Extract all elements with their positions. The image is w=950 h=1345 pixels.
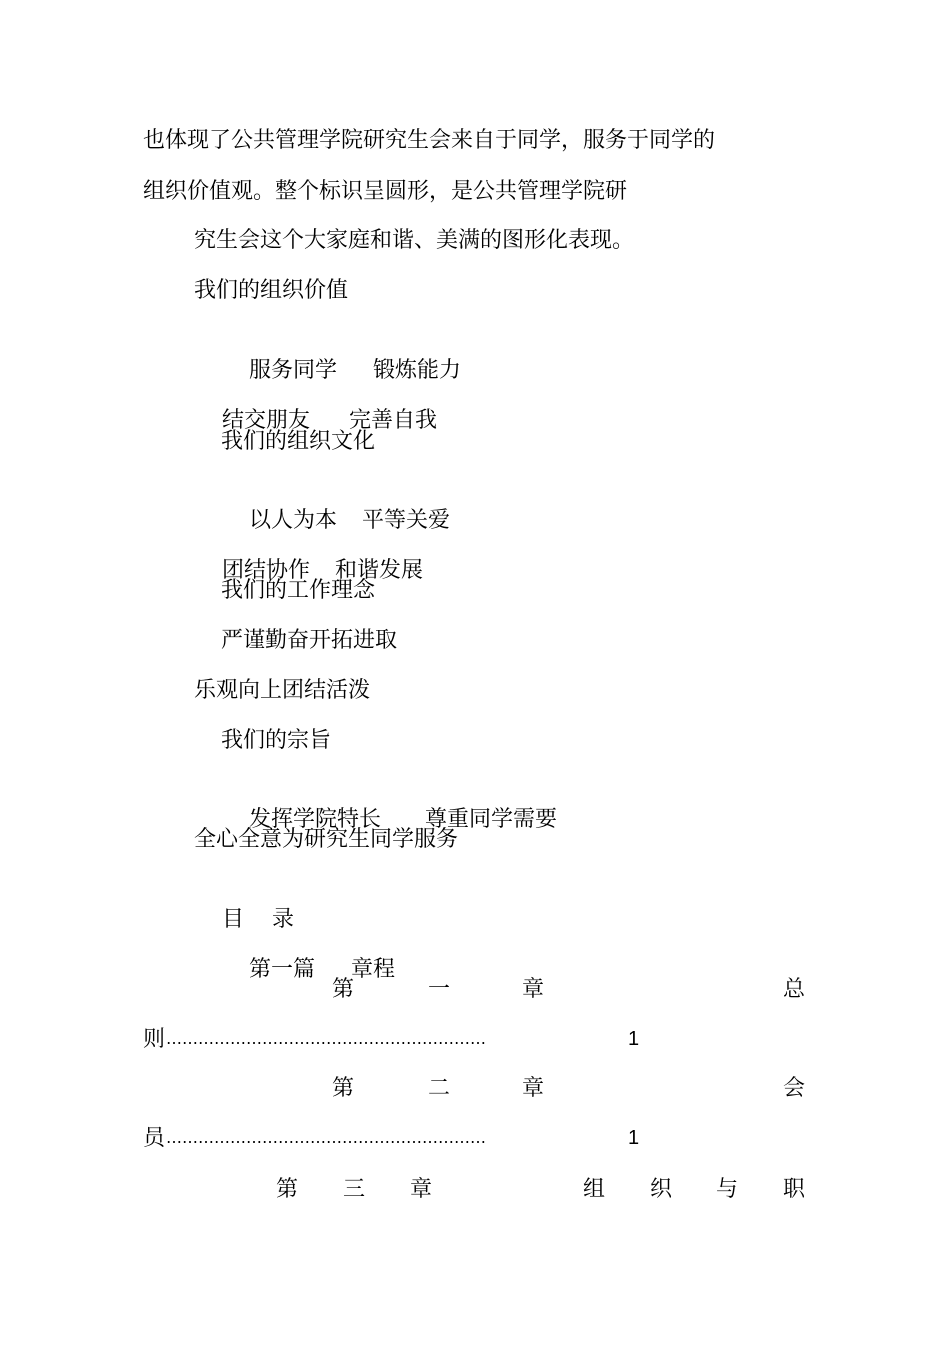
values-item: 结交朋友 <box>221 408 310 433</box>
toc-ch1-char: 总 <box>783 977 806 1002</box>
culture-item: 团结协作 <box>221 558 310 583</box>
toc-ch1-char: 第 <box>332 977 355 1002</box>
toc-part-title: 章程 <box>351 957 396 982</box>
toc-ch2-char: 章 <box>522 1076 545 1101</box>
paragraph-line-3: 究生会这个大家庭和谐、美满的图形化表现。 <box>194 228 635 253</box>
toc-part-heading <box>221 925 395 1015</box>
values-item: 完善自我 <box>349 408 438 433</box>
purpose-heading: 我们的宗旨 <box>221 728 332 753</box>
toc-ch1-char: 一 <box>428 977 451 1002</box>
toc-ch1-tail: 则 <box>143 1027 166 1052</box>
toc-ch3-char: 织 <box>650 1177 673 1202</box>
values-item: 服务同学 <box>248 358 337 383</box>
paragraph-line-2: 组织价值观。整个标识呈圆形，是公共管理学院研 <box>143 179 628 204</box>
philosophy-line-2: 乐观向上团结活泼 <box>194 678 371 703</box>
toc-ch3-char: 与 <box>716 1177 739 1202</box>
purpose-line-2: 全心全意为研究生同学服务 <box>194 827 459 852</box>
toc-ch2-char: 会 <box>783 1076 806 1101</box>
purpose-item: 发挥学院特长 <box>248 807 381 832</box>
culture-item: 和谐发展 <box>335 558 424 583</box>
values-heading: 我们的组织价值 <box>194 278 349 303</box>
toc-ch2-tail: 员 <box>143 1126 166 1151</box>
purpose-item: 尊重同学需要 <box>425 807 558 832</box>
values-item: 锻炼能力 <box>373 358 462 383</box>
toc-part-label: 第一篇 <box>248 957 315 982</box>
toc-ch1-char: 章 <box>522 977 545 1002</box>
toc-ch2-char: 第 <box>332 1076 355 1101</box>
toc-title-char: 目 <box>221 907 244 932</box>
philosophy-heading: 我们的工作理念 <box>221 578 376 603</box>
culture-item: 以人为本 <box>248 508 337 533</box>
culture-heading: 我们的组织文化 <box>221 429 376 454</box>
toc-ch2-leader: …………………………………………………… <box>166 1128 486 1147</box>
paragraph-line-1: 也体现了公共管理学院研究生会来自于同学，服务于同学的 <box>143 128 716 153</box>
toc-ch3-char: 三 <box>343 1177 366 1202</box>
toc-ch3-char: 章 <box>410 1177 433 1202</box>
toc-ch1-leader: …………………………………………………… <box>166 1029 486 1048</box>
philosophy-line-1: 严谨勤奋开拓进取 <box>221 628 398 653</box>
toc-ch2-page: 1 <box>628 1127 640 1149</box>
toc-ch3-char: 组 <box>583 1177 606 1202</box>
toc-ch1-page: 1 <box>628 1028 640 1050</box>
toc-ch3-char: 职 <box>783 1177 806 1202</box>
toc-ch2-char: 二 <box>428 1076 451 1101</box>
culture-item: 平等关爱 <box>362 508 451 533</box>
toc-ch3-char: 第 <box>276 1177 299 1202</box>
toc-title-char: 录 <box>272 907 295 932</box>
